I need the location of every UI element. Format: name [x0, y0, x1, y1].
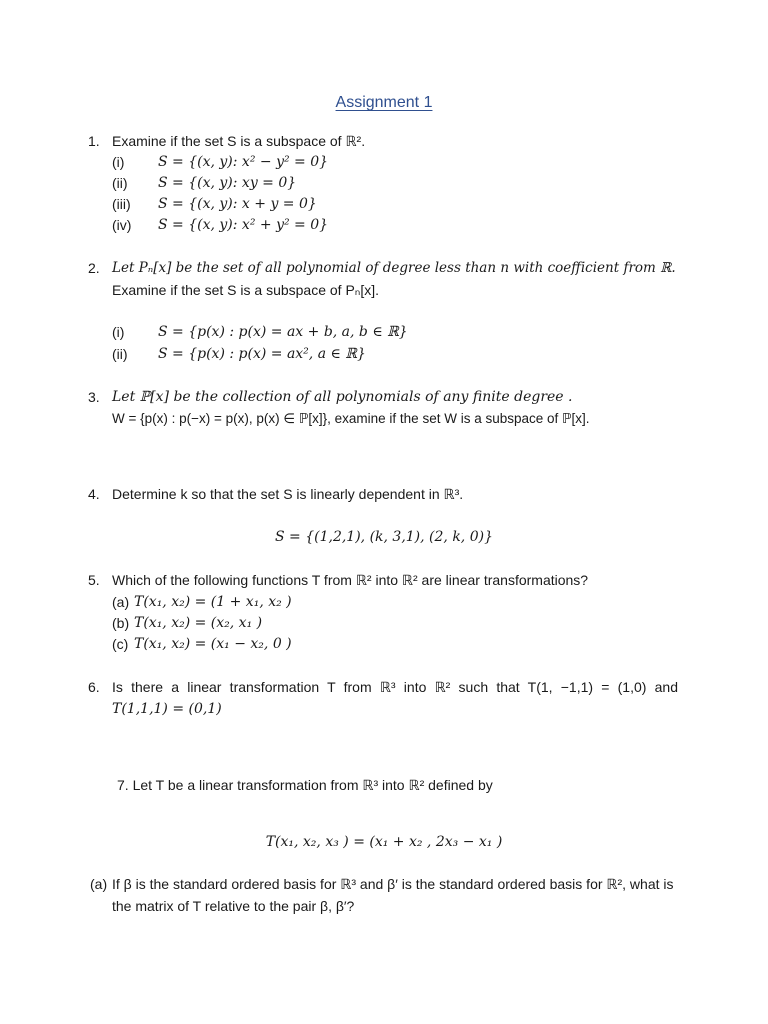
q7-transformation-expression: T(x₁, x₂, x₃ ) = (x₁ + x₂ , 2x₃ − x₁ ) [265, 834, 503, 850]
q3-number: 3. [88, 389, 100, 405]
q2-item-label: (i) [112, 324, 125, 340]
q4-number: 4. [88, 486, 100, 502]
q2-question: Examine if the set S is a subspace of Pₙ[x]. [112, 282, 380, 298]
q1-item-expr: S = {(x, y): x² + y² = 0} [158, 217, 329, 233]
q4-set-expression: S = {(1,2,1), (k, 3,1), (2, k, 0)} [275, 529, 493, 545]
q1-text: Examine if the set S is a subspace of ℝ². [112, 133, 366, 149]
q7-part-a-text: If β is the standard ordered basis for ℝ³ and β′ is the standard ordered basis for ℝ², what is [112, 876, 674, 892]
q2-item-label: (ii) [112, 346, 128, 362]
q1-item-label: (ii) [112, 175, 128, 191]
q1-item-label: (iv) [112, 217, 132, 233]
q5-item-label: (c) [112, 636, 129, 652]
q3-statement: Let ℙ[x] be the collection of all polynomials of any finite degree . [112, 389, 573, 405]
q5-item-expr: T(x₁, x₂) = (1 + x₁, x₂ ) [134, 594, 292, 610]
q5-item-label: (b) [112, 615, 130, 631]
q5-item-expr: T(x₁, x₂) = (x₂, x₁ ) [134, 615, 263, 631]
q5-item-expr: T(x₁, x₂) = (x₁ − x₂, 0 ) [134, 636, 292, 652]
q2-item-expr: S = {p(x) : p(x) = ax + b, a, b ∈ ℝ} [158, 324, 408, 340]
q5-item-label: (a) [112, 594, 130, 610]
q4-text: Determine k so that the set S is linearly dependent in ℝ³. [112, 486, 464, 502]
q1-item-expr: S = {(x, y): x² − y² = 0} [158, 154, 329, 170]
q1-item-label: (i) [112, 154, 125, 170]
page-title: Assignment 1 [335, 94, 433, 111]
q2-item-expr: S = {p(x) : p(x) = ax², a ∈ ℝ} [158, 346, 366, 362]
q7-part-a-text-continued: the matrix of T relative to the pair β, β′? [112, 898, 355, 914]
q6-statement-continued: T(1,1,1) = (0,1) [112, 701, 222, 717]
q2-number: 2. [88, 260, 100, 276]
q5-text: Which of the following functions T from ℝ² into ℝ² are linear transformations? [112, 572, 589, 588]
q6-number: 6. [88, 679, 100, 695]
q1-number: 1. [88, 133, 100, 149]
q1-item-expr: S = {(x, y): x + y = 0} [158, 196, 317, 212]
q7-text: 7. Let T be a linear transformation from ℝ³ into ℝ² defined by [117, 777, 493, 793]
q2-statement: Let Pₙ[x] be the set of all polynomial of degree less than n with coefficient from ℝ. [112, 260, 676, 276]
q1-item-expr: S = {(x, y): xy = 0} [158, 175, 297, 191]
q6-statement: Is there a linear transformation T from ℝ³ into ℝ² such that T(1, −1,1) = (1,0) and [112, 679, 678, 695]
q3-question: W = {p(x) : p(−x) = p(x), p(x) ∈ ℙ[x]}, examine if the set W is a subspace of ℙ[x]. [112, 411, 590, 426]
q7-part-a-label: (a) [90, 876, 108, 892]
q1-item-label: (iii) [112, 196, 131, 212]
q5-number: 5. [88, 572, 100, 588]
